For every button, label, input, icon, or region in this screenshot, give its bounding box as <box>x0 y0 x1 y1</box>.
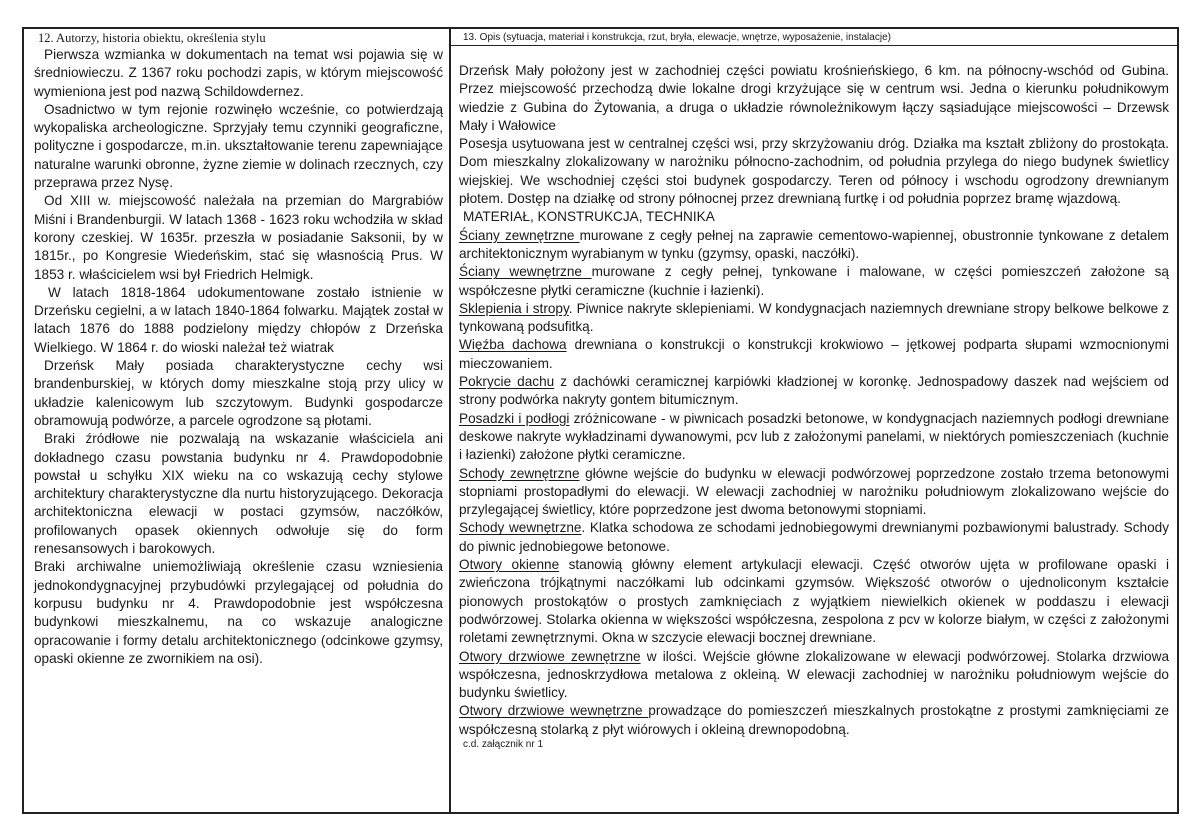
material-item-text: drewniana o konstrukcji o konstrukcji krokwiowo – jętkowej podparta słupami wzmocnionymi mieczowaniem. <box>459 337 1169 371</box>
material-item-text: . Klatka schodowa ze schodami jednobiegowymi drewnianymi pozbawionymi balustrady. Schody do piwnic jednobiegowe betonowe. <box>459 520 1169 554</box>
history-paragraph: Drzeńsk Mały posiada charakterystyczne cechy wsi brandenburskiej, w których domy mieszkalne stoją przy ulicy w układzie kalenicowym lub szczytowym. Budynki gospodarcze obramowują podwórze, a parcele ogrodzone są płotami. <box>34 358 443 428</box>
history-paragraph: Braki źródłowe nie pozwalają na wskazanie właściciela ani dokładnego czasu powstania budynku nr 4. Prawdopodobnie powstał u schyłku XIX wieku na co wskazują cechy stylowe architektury charakterystyczne dla nurtu historyzującego. Dekoracja architektoniczna elewacji w postaci gzymsów, naczółków, profilowanych opasek okiennych odwołuje się do form renesansowych i barokowych. <box>34 431 443 557</box>
history-paragraph: Braki archiwalne uniemożliwiają określenie czasu wzniesienia jednokondygnacyjnej przybudówki przylegającej od południa do korpusu budynku nr 4. Prawdopodobnie jest współczesna budynkowi mieszkalnemu, na co wskazuje analogiczne opracowanie i formy detalu architektonicznego (odcinkowe gzymsy, opaski okienne ze zwornikiem na osi). <box>34 559 443 666</box>
material-item-label: Więźba dachowa <box>459 337 567 353</box>
material-item-label: Schody zewnętrzne <box>459 465 580 481</box>
material-item <box>459 410 1169 465</box>
document-sheet <box>22 27 1179 814</box>
material-item <box>459 263 1169 300</box>
material-item-text: w ilości. Wejście główne zlokalizowane w elewacji podwórzowej. Stolarka drzwiowa współczesna, jednoskrzydłowa metalowa z okleiną. W elewacji zachodniej w narożniku południowym wejście do budynku świetlicy. <box>459 648 1169 701</box>
material-item <box>459 702 1169 739</box>
plot-paragraph: Posesja usytuowana jest w centralnej części wsi, przy skrzyżowaniu dróg. Działka ma kształt zbliżony do prostokąta. Dom mieszkalny zlokalizowany w narożniku północno-zachodnim, od południa przylega do niego budynek świetlicy wiejskiej. We wschodniej części stoi budynek gospodarczy. Teren od północy i wschodu ogrodzony drewnianym płotem. Dostęp na działkę od strony północnej przez drewnianą furtkę i od południa poprzez bramę wjazdową. <box>459 136 1169 207</box>
material-item <box>459 373 1169 410</box>
material-item-label: Posadzki i podłogi <box>459 410 570 426</box>
material-item <box>459 336 1169 373</box>
history-paragraph: Pierwsza wzmianka w dokumentach na temat wsi pojawia się w średniowieczu. Z 1367 roku pochodzi zapis, w którym miejscowość wymieniona jest pod nazwą Schildowdernez. <box>34 47 443 99</box>
material-item-label: Schody wewnętrzne <box>459 520 582 536</box>
materials-list <box>459 227 1169 739</box>
material-item <box>459 227 1169 264</box>
description-text <box>459 62 1169 739</box>
material-item <box>459 300 1169 337</box>
header-divider <box>451 45 1177 46</box>
material-item-text: murowane z cegły pełnej na zaprawie cementowo-wapiennej, obustronnie tynkowane z detalem architektonicznym wyrabianym w tynku (gzymsy, opaski, naczółki). <box>459 227 1169 261</box>
material-item-label: Ściany wewnętrzne <box>459 264 592 280</box>
history-column <box>24 29 451 812</box>
material-item <box>459 465 1169 520</box>
description-header: 13. Opis (sytuacja, materiał i konstrukcja, rzut, bryła, elewacje, wnętrze, wyposażenie, instalacje) <box>463 32 891 43</box>
description-column <box>451 29 1177 812</box>
material-item-text: stanowią główny element artykulacji elewacji. Część otworów ujęta w profilowane opaski i zwieńczona trójkątnymi naczółkami lub odcinkami gzymsów. Większość otworów o ujednoliconym kształcie pionowych prostokątów o prostych zamknięciach z wyjątkiem niewielkich okienek w poddaszu i elewacji podwórzowej. Stolarka okienna w większości współczesna, zespolona z pcv w kolorze białym, w części z założonymi roletami zewnętrznymi. Okna w szczycie elewacji bocznej drewniane. <box>459 557 1169 646</box>
material-item-label: Otwory okienne <box>459 557 560 573</box>
location-paragraph: Drzeńsk Mały położony jest w zachodniej części powiatu krośnieńskiego, 6 km. na północny-wschód od Gubina. Przez miejscowość przechodzą dwie lokalne drogi krzyżujące się w centrum wsi. Jedna o kierunku południkowym wiedzie z Gubina do Żytowania, a druga o układzie równoleżnikowym łączy sąsiadujące miejscowości – Drzewsk Mały i Wałowice <box>459 63 1169 133</box>
material-item-text: prowadzące do pomieszczeń mieszkalnych prostokątne z prostymi zamknięciami ze współczesną stolarką z płyt wiórowych i okleiną drewnopodobną. <box>459 703 1169 737</box>
material-item-text: murowane z cegły pełnej, tynkowane i malowane, w części pomieszczeń założone są współczesne płytki ceramiczne (kuchnie i łazienki). <box>459 264 1169 298</box>
history-paragraph: Od XIII w. miejscowość należała na przemian do Margrabiów Miśni i Brandenburgii. W latach 1368 - 1623 roku wchodziła w skład korony czeskiej. W 1635r. przeszła w posiadanie Saksonii, by w 1815r., po Kongresie Wiedeńskim, stać się własnością Prus. W 1853 r. właścicielem wsi był Friedrich Helmigk. <box>34 193 443 282</box>
history-text <box>34 46 443 668</box>
material-item-label: Otwory drzwiowe zewnętrzne <box>459 648 641 664</box>
material-item-label: Ściany zewnętrzne <box>459 227 580 243</box>
material-item-label: Pokrycie dachu <box>459 374 555 390</box>
material-item <box>459 556 1169 647</box>
material-item <box>459 519 1169 556</box>
section-title: MATERIAŁ, KONSTRUKCJA, TECHNIKA <box>463 209 715 225</box>
material-item-text: główne wejście do budynku w elewacji podwórzowej poprzedzone zostało trzema betonowymi stopniami prostopadłymi do elewacji. W elewacji zachodniej w narożniku południowym zlokalizowano wejście do przylegającej świetlicy, które poprzedzone jest dwoma betonowymi stopniami. <box>459 465 1169 518</box>
material-item-label: Sklepienia i stropy <box>459 300 569 316</box>
footer-note: c.d. załącznik nr 1 <box>463 738 544 750</box>
material-item <box>459 648 1169 703</box>
material-item-label: Otwory drzwiowe wewnętrzne <box>459 703 649 719</box>
history-header: 12. Autorzy, historia obiektu, określenia stylu <box>38 31 266 45</box>
material-item-text: z dachówki ceramicznej karpiówki kładzionej w koronkę. Jednospadowy daszek nad wejściem od strony podwórka nakryty gontem bitumicznym. <box>459 374 1169 408</box>
material-item-text: zróżnicowane - w piwnicach posadzki betonowe, w kondygnacjach naziemnych podłogi drewniane deskowe nakryte wykładzinami dywanowymi, pcv lub z założonymi panelami, w niektórych pomieszczeniach (kuchnie i łazienki) założone płytki ceramiczne. <box>459 410 1170 463</box>
history-paragraph: Osadnictwo w tym rejonie rozwinęło wcześnie, co potwierdzają wykopaliska archeologiczne. Sprzyjały temu czynniki geograficzne, polityczne i gospodarcze, m.in. ukształtowanie terenu zapewniające naturalne warunki obronne, żyzne ziemie w dolinach rzecznych, czy przeprawa przez Nysę. <box>34 101 443 191</box>
material-item-text: . Piwnice nakryte sklepieniami. W kondygnacjach naziemnych drewniane stropy belkowe belkowe z tynkowaną podsufitką. <box>459 300 1169 335</box>
history-paragraph: W latach 1818-1864 udokumentowane zostało istnienie w Drzeńsku cegielni, a w latach 1840-1864 folwarku. Majątek został w latach 1876 do 1888 podzielony między chłopów z Drzeńska Wielkiego. W 1864 r. do wioski należał też wiatrak <box>34 284 443 355</box>
